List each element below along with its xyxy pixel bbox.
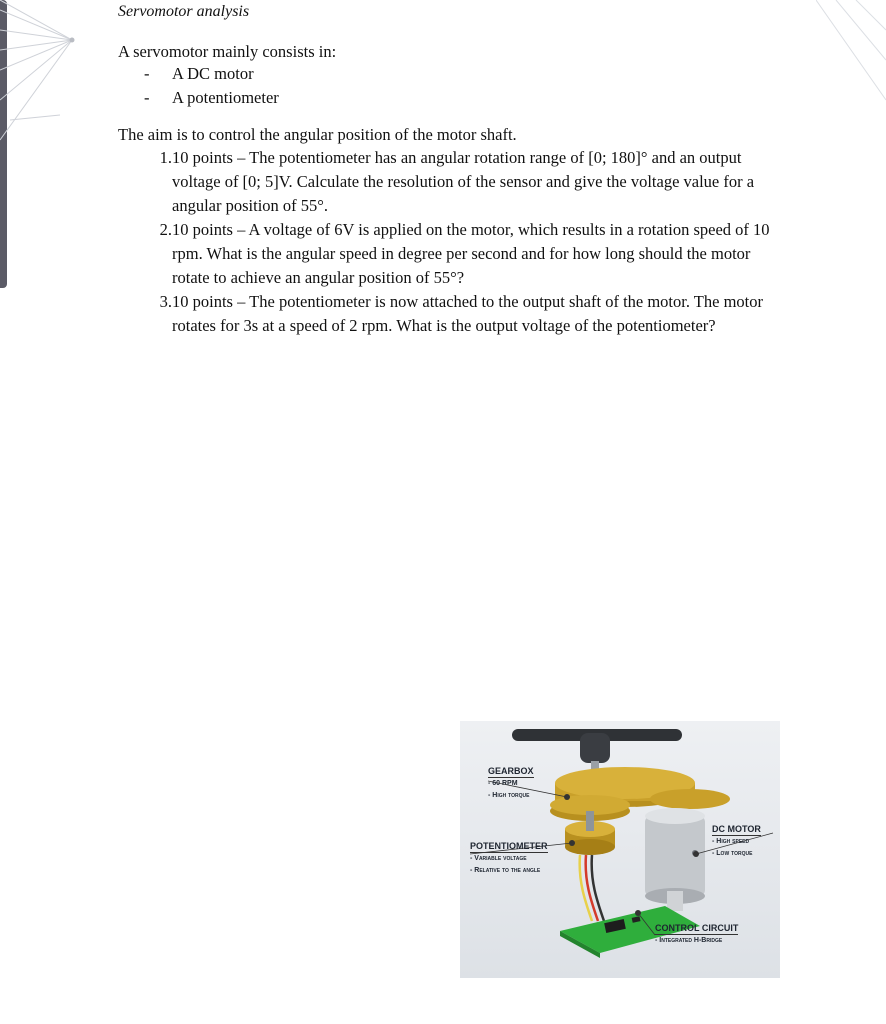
potentiometer-line: - Variable voltage <box>470 855 527 862</box>
dc-motor-line: - Low torque <box>712 850 753 857</box>
question-number: 1. <box>159 148 172 167</box>
list-item-text: A DC motor <box>172 64 254 83</box>
horn-hub-shape <box>580 733 610 763</box>
question-item <box>118 218 778 290</box>
control-circuit-label <box>655 923 738 947</box>
decorative-lines-right <box>816 0 886 110</box>
gearbox-label <box>488 766 534 802</box>
aim-text: The aim is to control the angular position of the motor shaft. <box>118 125 517 144</box>
question-text: 10 points – The potentiometer has an angular rotation range of [0; 180]° and an output voltage of [0; 5]V. Calculate the resolution of the sensor and give the voltage value for a angular position of 55°. <box>172 148 755 215</box>
bullet-dash: - <box>144 64 150 83</box>
potentiometer-label <box>470 841 548 877</box>
dc-motor-label <box>712 824 761 860</box>
question-text: 10 points – The potentiometer is now attached to the output shaft of the motor. The motor rotates for 3s at a speed of 2 rpm. What is the output voltage of the potentiometer? <box>172 292 763 335</box>
question-item <box>118 290 778 338</box>
potentiometer-title: POTENTIOMETER <box>470 841 548 851</box>
control-circuit-line: - Integrated H-Bridge <box>655 937 723 944</box>
gearbox-line: - 60 RPM <box>488 780 518 787</box>
control-circuit-title: CONTROL CIRCUIT <box>655 923 739 933</box>
potentiometer-line: - Relative to the angle <box>470 867 541 874</box>
dc-motor-title: DC MOTOR <box>712 824 761 834</box>
component-list <box>144 62 279 110</box>
bullet-dash: - <box>144 88 150 107</box>
list-item <box>144 86 279 110</box>
question-number: 3. <box>159 292 172 311</box>
list-item <box>144 62 279 86</box>
dc-motor-line: - High speed <box>712 838 750 845</box>
decorative-lines-left <box>0 0 80 160</box>
question-number: 2. <box>159 220 172 239</box>
document-title: Servomotor analysis <box>118 3 250 20</box>
gearbox-title: GEARBOX <box>488 766 534 776</box>
servomotor-diagram <box>460 721 780 978</box>
question-list <box>118 146 778 338</box>
question-text: 10 points – A voltage of 6V is applied on the motor, which results in a rotation speed of 10 rpm. What is the angular speed in degree per second and for how long should the motor rotate to achieve an angular position of 55°? <box>172 220 770 287</box>
list-item-text: A potentiometer <box>172 88 279 107</box>
gearbox-line: - High torque <box>488 792 530 799</box>
intro-text: A servomotor mainly consists in: <box>118 42 337 61</box>
question-item <box>118 146 778 218</box>
